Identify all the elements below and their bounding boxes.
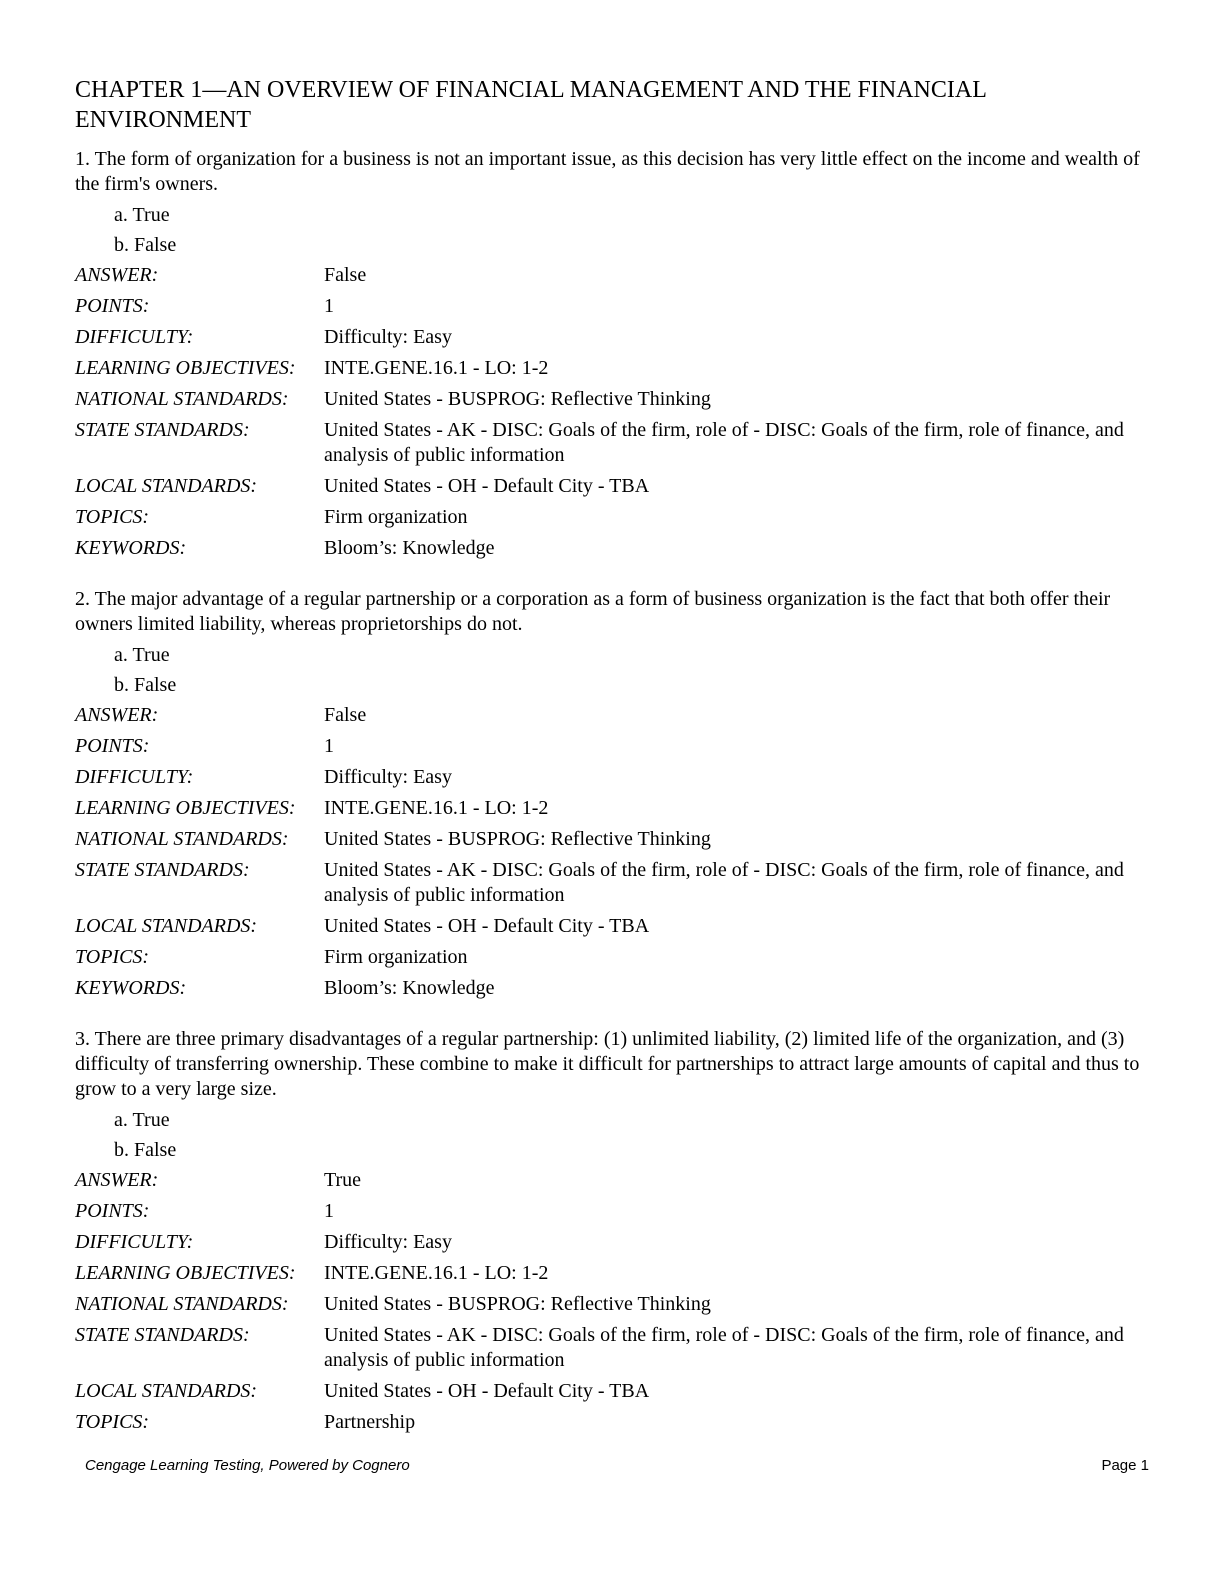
- option-true: a. True: [114, 1109, 170, 1131]
- meta-value: United States - BUSPROG: Reflective Thinking: [324, 388, 711, 410]
- meta-value: Firm organization: [324, 506, 468, 528]
- meta-keywords: [75, 976, 1150, 1001]
- question-text: [75, 147, 1150, 197]
- meta-topics: [75, 1410, 1150, 1435]
- option-false: b. False: [114, 234, 177, 256]
- meta-label: DIFFICULTY:: [75, 1231, 194, 1253]
- meta-value: United States - BUSPROG: Reflective Thinking: [324, 828, 711, 850]
- meta-national-standards: [75, 827, 1150, 852]
- meta-value: Bloom’s: Knowledge: [324, 537, 495, 559]
- meta-label: TOPICS:: [75, 946, 150, 968]
- meta-label: LOCAL STANDARDS:: [75, 1380, 258, 1402]
- meta-national-standards: [75, 1292, 1150, 1317]
- meta-label: ANSWER:: [75, 704, 159, 726]
- meta-label: LOCAL STANDARDS:: [75, 475, 258, 497]
- answer-options: [75, 1105, 1150, 1165]
- meta-points: [75, 734, 1150, 759]
- meta-difficulty: [75, 765, 1150, 790]
- page-content: [75, 75, 1150, 1461]
- meta-label: KEYWORDS:: [75, 537, 187, 559]
- meta-answer: [75, 263, 1150, 288]
- meta-learning-objectives: [75, 1261, 1150, 1286]
- question-number: 2.: [75, 588, 90, 610]
- meta-label: STATE STANDARDS:: [75, 859, 250, 881]
- meta-value: Difficulty: Easy: [324, 766, 452, 788]
- question-3: [75, 1027, 1150, 1435]
- meta-learning-objectives: [75, 796, 1150, 821]
- meta-label: POINTS:: [75, 735, 150, 757]
- option-false: b. False: [114, 1139, 177, 1161]
- meta-label: POINTS:: [75, 1200, 150, 1222]
- question-body: The major advantage of a regular partnership or a corporation as a form of business organization is the fact that both offer their owners limited liability, whereas proprietorships do not.: [75, 588, 1111, 635]
- meta-value: United States - OH - Default City - TBA: [324, 915, 650, 937]
- question-number: 3.: [75, 1028, 90, 1050]
- meta-label: NATIONAL STANDARDS:: [75, 828, 289, 850]
- meta-label: POINTS:: [75, 295, 150, 317]
- meta-value: True: [324, 1169, 362, 1191]
- meta-label: DIFFICULTY:: [75, 326, 194, 348]
- answer-options: [75, 640, 1150, 700]
- meta-label: ANSWER:: [75, 264, 159, 286]
- meta-answer: [75, 703, 1150, 728]
- option-true: a. True: [114, 644, 170, 666]
- option-false: b. False: [114, 674, 177, 696]
- meta-label: LEARNING OBJECTIVES:: [75, 797, 296, 819]
- meta-value: INTE.GENE.16.1 - LO: 1-2: [324, 357, 549, 379]
- meta-label: ANSWER:: [75, 1169, 159, 1191]
- meta-learning-objectives: [75, 356, 1150, 381]
- meta-label: LOCAL STANDARDS:: [75, 915, 258, 937]
- meta-label: KEYWORDS:: [75, 977, 187, 999]
- meta-label: NATIONAL STANDARDS:: [75, 388, 289, 410]
- question-body: The form of organization for a business is not an important issue, as this decision has very little effect on the income and wealth of the firm's owners.: [75, 148, 1140, 195]
- meta-value: INTE.GENE.16.1 - LO: 1-2: [324, 1262, 549, 1284]
- meta-topics: [75, 945, 1150, 970]
- footer-publisher: Cengage Learning Testing, Powered by Cognero: [85, 1457, 410, 1474]
- meta-local-standards: [75, 474, 1150, 499]
- meta-value: False: [324, 704, 367, 726]
- meta-value: United States - OH - Default City - TBA: [324, 1380, 650, 1402]
- meta-value: United States - AK - DISC: Goals of the firm, role of - DISC: Goals of the firm, role of finance, and analysis of public information: [324, 419, 1124, 466]
- meta-local-standards: [75, 1379, 1150, 1404]
- meta-answer: [75, 1168, 1150, 1193]
- meta-value: United States - OH - Default City - TBA: [324, 475, 650, 497]
- answer-options: [75, 200, 1150, 260]
- meta-value: United States - AK - DISC: Goals of the firm, role of - DISC: Goals of the firm, role of finance, and analysis of public information: [324, 859, 1124, 906]
- meta-value: Bloom’s: Knowledge: [324, 977, 495, 999]
- meta-label: STATE STANDARDS:: [75, 1324, 250, 1346]
- meta-value: Difficulty: Easy: [324, 326, 452, 348]
- meta-topics: [75, 505, 1150, 530]
- meta-local-standards: [75, 914, 1150, 939]
- meta-label: STATE STANDARDS:: [75, 419, 250, 441]
- meta-value: 1: [324, 735, 334, 757]
- page-number: Page 1: [1101, 1457, 1149, 1474]
- question-number: 1.: [75, 148, 90, 170]
- meta-value: Partnership: [324, 1411, 416, 1433]
- question-text: [75, 1027, 1150, 1102]
- meta-value: Difficulty: Easy: [324, 1231, 452, 1253]
- option-true: a. True: [114, 204, 170, 226]
- meta-value: United States - BUSPROG: Reflective Thinking: [324, 1293, 711, 1315]
- meta-value: 1: [324, 295, 334, 317]
- meta-difficulty: [75, 1230, 1150, 1255]
- meta-value: INTE.GENE.16.1 - LO: 1-2: [324, 797, 549, 819]
- meta-label: NATIONAL STANDARDS:: [75, 1293, 289, 1315]
- meta-national-standards: [75, 387, 1150, 412]
- meta-value: 1: [324, 1200, 334, 1222]
- meta-label: TOPICS:: [75, 506, 150, 528]
- meta-state-standards: [75, 1323, 1150, 1373]
- meta-keywords: [75, 536, 1150, 561]
- question-body: There are three primary disadvantages of a regular partnership: (1) unlimited liability, (2) limited life of the organization, and (3) difficulty of transferring ownership. These combine to make it difficult for partnerships to attract large amounts of capital and thus to grow to a very large size.: [75, 1028, 1140, 1100]
- meta-points: [75, 1199, 1150, 1224]
- meta-label: TOPICS:: [75, 1411, 150, 1433]
- question-text: [75, 587, 1150, 637]
- meta-state-standards: [75, 858, 1150, 908]
- meta-value: False: [324, 264, 367, 286]
- question-1: [75, 147, 1150, 561]
- question-2: [75, 587, 1150, 1001]
- meta-value: United States - AK - DISC: Goals of the firm, role of - DISC: Goals of the firm, role of finance, and analysis of public information: [324, 1324, 1124, 1371]
- chapter-title: CHAPTER 1—AN OVERVIEW OF FINANCIAL MANAGEMENT AND THE FINANCIAL ENVIRONMENT: [75, 77, 986, 133]
- meta-difficulty: [75, 325, 1150, 350]
- meta-label: LEARNING OBJECTIVES:: [75, 357, 296, 379]
- meta-state-standards: [75, 418, 1150, 468]
- meta-label: DIFFICULTY:: [75, 766, 194, 788]
- meta-label: LEARNING OBJECTIVES:: [75, 1262, 296, 1284]
- meta-value: Firm organization: [324, 946, 468, 968]
- meta-points: [75, 294, 1150, 319]
